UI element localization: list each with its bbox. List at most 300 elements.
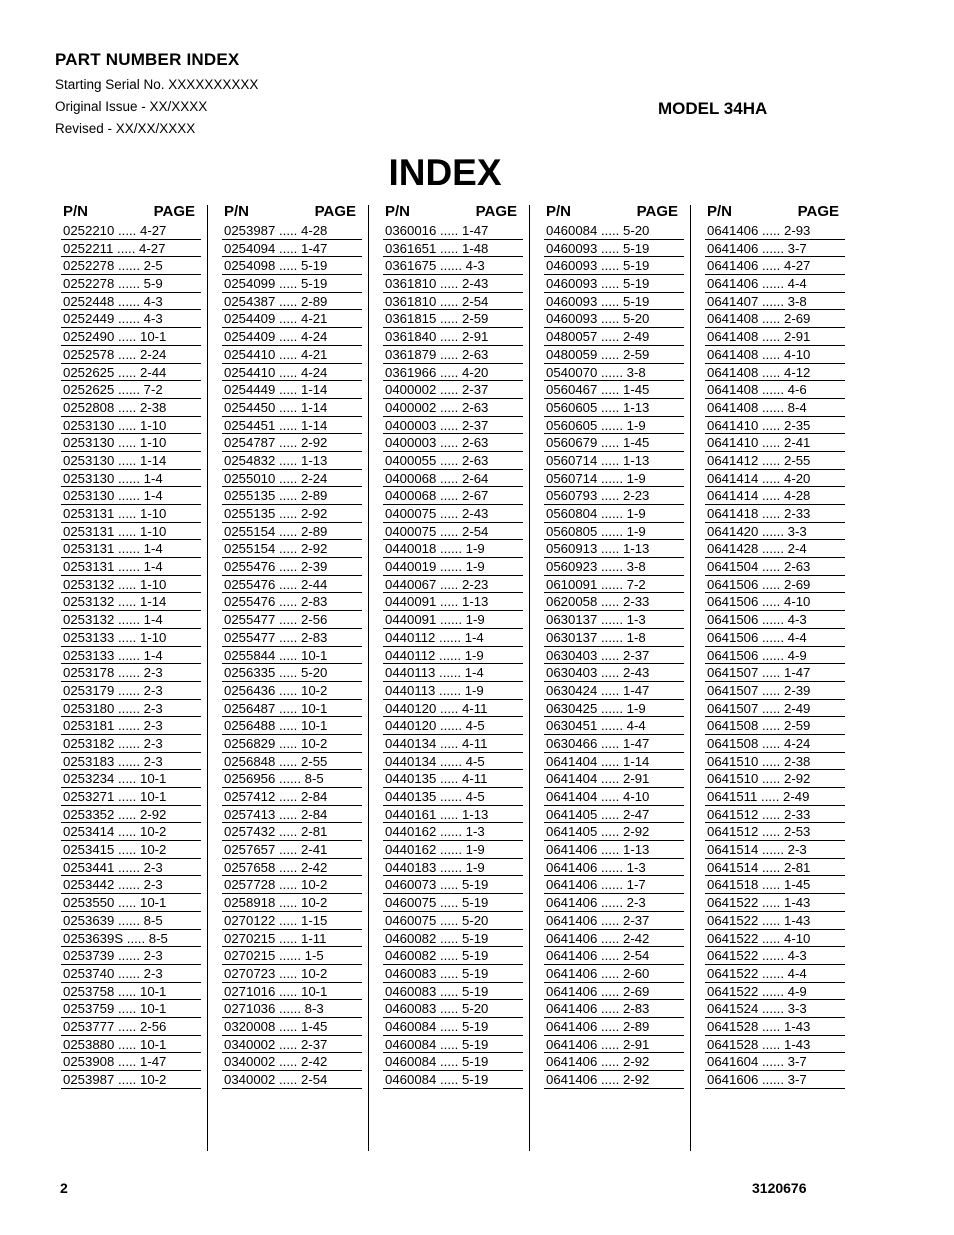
page-reference: 4-24 bbox=[301, 364, 328, 380]
page-reference: 2-3 bbox=[787, 842, 807, 858]
index-entry bbox=[383, 576, 523, 594]
dot-leader: ..... bbox=[275, 576, 301, 592]
page-reference: 1-13 bbox=[623, 541, 650, 557]
dot-leader: ..... bbox=[758, 559, 784, 575]
dot-leader: ..... bbox=[275, 1054, 301, 1070]
index-entry bbox=[383, 629, 523, 647]
part-number: 0630403 bbox=[546, 665, 598, 681]
part-number: 0257658 bbox=[224, 859, 276, 875]
index-entry bbox=[61, 558, 201, 576]
dot-leader: ..... bbox=[436, 735, 462, 751]
column-divider bbox=[529, 205, 530, 1151]
page-reference: 2-33 bbox=[623, 594, 650, 610]
page-reference: 2-92 bbox=[623, 1054, 650, 1070]
page-reference: 1-13 bbox=[462, 594, 489, 610]
index-entry bbox=[544, 876, 684, 894]
dot-leader: ...... bbox=[597, 470, 627, 486]
dot-leader: ..... bbox=[597, 258, 623, 274]
dot-leader: ..... bbox=[597, 1054, 623, 1070]
index-entry bbox=[705, 629, 845, 647]
index-entry bbox=[705, 930, 845, 948]
page-reference: 2-37 bbox=[462, 382, 489, 398]
part-number: 0641406 bbox=[546, 965, 598, 981]
dot-leader: ..... bbox=[275, 594, 301, 610]
dot-leader: ..... bbox=[275, 753, 301, 769]
dot-leader: ..... bbox=[114, 806, 140, 822]
dot-leader: ..... bbox=[758, 912, 784, 928]
part-number: 0256487 bbox=[224, 700, 276, 716]
page-reference: 1-43 bbox=[784, 912, 811, 928]
index-entry bbox=[383, 664, 523, 682]
page-reference: 2-5 bbox=[143, 258, 163, 274]
dot-leader: ..... bbox=[114, 895, 140, 911]
dot-leader: ..... bbox=[113, 240, 140, 256]
dot-leader: ...... bbox=[114, 682, 144, 698]
index-entry bbox=[222, 275, 362, 293]
dot-leader: ..... bbox=[275, 1018, 301, 1034]
page-reference: 5-19 bbox=[301, 258, 328, 274]
index-entry bbox=[383, 487, 523, 505]
dot-leader: ..... bbox=[436, 594, 462, 610]
index-entry bbox=[222, 965, 362, 983]
index-entry bbox=[61, 664, 201, 682]
part-number: 0253180 bbox=[63, 700, 115, 716]
index-entry bbox=[383, 310, 523, 328]
part-number: 0630424 bbox=[546, 682, 598, 698]
index-entry bbox=[544, 735, 684, 753]
dot-leader: ...... bbox=[114, 488, 144, 504]
dot-leader: ..... bbox=[758, 576, 784, 592]
part-number: 0257657 bbox=[224, 842, 276, 858]
page-reference: 3-7 bbox=[787, 1072, 807, 1087]
part-number: 0560714 bbox=[546, 470, 598, 486]
page-reference: 2-42 bbox=[623, 930, 650, 946]
dot-leader: ..... bbox=[436, 1054, 462, 1070]
part-number: 0641406 bbox=[707, 223, 759, 238]
part-number: 0641428 bbox=[707, 541, 759, 557]
column-header bbox=[61, 203, 201, 222]
page-reference: 1-9 bbox=[465, 612, 485, 628]
dot-leader: ..... bbox=[275, 647, 301, 663]
page-reference: 1-3 bbox=[626, 612, 646, 628]
part-number: 0460075 bbox=[385, 912, 437, 928]
index-entry bbox=[705, 275, 845, 293]
part-number: 0253908 bbox=[63, 1054, 115, 1070]
index-entry bbox=[383, 417, 523, 435]
part-number: 0540070 bbox=[546, 364, 598, 380]
dot-leader: ..... bbox=[275, 240, 301, 256]
dot-leader: ...... bbox=[114, 382, 144, 398]
index-entry bbox=[705, 593, 845, 611]
index-entry bbox=[544, 770, 684, 788]
part-number: 0641420 bbox=[707, 523, 759, 539]
index-entry bbox=[383, 540, 523, 558]
index-entry bbox=[61, 806, 201, 824]
part-number: 0253132 bbox=[63, 576, 115, 592]
part-number: 0440091 bbox=[385, 612, 437, 628]
part-number: 0620058 bbox=[546, 594, 598, 610]
part-number: 0440067 bbox=[385, 576, 437, 592]
index-entry bbox=[222, 930, 362, 948]
index-entry bbox=[544, 434, 684, 452]
dot-leader: ..... bbox=[436, 895, 462, 911]
part-number: 0270215 bbox=[224, 948, 276, 964]
page-reference: 4-11 bbox=[462, 735, 488, 751]
dot-leader: ..... bbox=[758, 488, 784, 504]
index-entry bbox=[383, 700, 523, 718]
dot-leader: ...... bbox=[114, 559, 144, 575]
page-reference: 10-1 bbox=[140, 1001, 167, 1017]
index-entry bbox=[222, 434, 362, 452]
dot-leader: ..... bbox=[114, 329, 140, 345]
dot-leader: ..... bbox=[114, 346, 140, 362]
part-number: 0400003 bbox=[385, 417, 437, 433]
dot-leader: ..... bbox=[436, 452, 462, 468]
part-number: 0460093 bbox=[546, 311, 598, 327]
index-entry bbox=[222, 1000, 362, 1018]
dot-leader: ..... bbox=[758, 594, 784, 610]
page-reference: 2-92 bbox=[784, 771, 811, 787]
page-reference: 1-4 bbox=[143, 559, 163, 575]
dot-leader: ..... bbox=[436, 382, 462, 398]
part-number: 0641406 bbox=[707, 240, 759, 256]
dot-leader: ..... bbox=[597, 789, 623, 804]
page-reference: 2-69 bbox=[784, 576, 811, 592]
index-entry bbox=[222, 912, 362, 930]
page-reference: 1-47 bbox=[623, 682, 650, 698]
dot-leader: ..... bbox=[597, 1001, 623, 1017]
dot-leader: ...... bbox=[758, 983, 788, 999]
dot-leader: ..... bbox=[275, 364, 301, 380]
page-reference: 4-4 bbox=[787, 276, 807, 292]
part-number: 0254451 bbox=[224, 417, 276, 433]
index-entry bbox=[705, 823, 845, 841]
part-number: 0253758 bbox=[63, 983, 115, 999]
part-number: 0641522 bbox=[707, 948, 759, 964]
dot-leader: ..... bbox=[114, 435, 140, 451]
dot-leader: ..... bbox=[436, 930, 462, 946]
dot-leader: ...... bbox=[114, 293, 144, 309]
part-number: 0253740 bbox=[63, 965, 115, 981]
page-reference: 10-1 bbox=[140, 329, 167, 345]
page-reference: 1-13 bbox=[623, 842, 650, 858]
index-entry bbox=[222, 399, 362, 417]
dot-leader: ...... bbox=[114, 612, 144, 628]
page-reference: 2-24 bbox=[301, 470, 328, 486]
index-entry bbox=[61, 487, 201, 505]
index-entry bbox=[544, 965, 684, 983]
dot-leader: ..... bbox=[436, 806, 462, 822]
part-number: 0253739 bbox=[63, 948, 115, 964]
page-reference: 5-19 bbox=[623, 240, 650, 256]
dot-leader: ..... bbox=[597, 948, 623, 964]
dot-leader: ..... bbox=[275, 912, 301, 928]
index-entry bbox=[222, 505, 362, 523]
index-entry bbox=[705, 470, 845, 488]
document-number: 3120676 bbox=[752, 1180, 807, 1196]
index-entry bbox=[383, 346, 523, 364]
index-entry bbox=[544, 700, 684, 718]
part-number: 0253178 bbox=[63, 665, 115, 681]
page-reference: 10-2 bbox=[140, 824, 167, 840]
part-number: 0361879 bbox=[385, 346, 437, 362]
dot-leader: ..... bbox=[758, 895, 784, 911]
dot-leader: ...... bbox=[758, 240, 788, 256]
page-reference: 1-4 bbox=[143, 470, 163, 486]
dot-leader: ..... bbox=[597, 240, 623, 256]
part-number: 0641404 bbox=[546, 771, 598, 787]
index-entry bbox=[544, 452, 684, 470]
dot-leader: ..... bbox=[436, 346, 462, 362]
part-number: 0641408 bbox=[707, 311, 759, 327]
part-number: 0460084 bbox=[385, 1036, 437, 1052]
part-number: 0440113 bbox=[385, 665, 436, 681]
part-number: 0641511 bbox=[707, 789, 758, 804]
index-entry bbox=[222, 240, 362, 258]
index-entry bbox=[705, 983, 845, 1001]
dot-leader: ..... bbox=[114, 594, 140, 610]
dot-leader: ..... bbox=[597, 399, 623, 415]
part-number: 0253131 bbox=[63, 559, 115, 575]
index-entry bbox=[383, 912, 523, 930]
page-reference: 10-2 bbox=[140, 1072, 167, 1087]
page-reference: 4-20 bbox=[784, 470, 811, 486]
page-reference: 1-14 bbox=[623, 753, 650, 769]
part-number: 0340002 bbox=[224, 1036, 276, 1052]
index-entry bbox=[705, 240, 845, 258]
dot-leader: ..... bbox=[275, 541, 301, 557]
index-entry bbox=[61, 930, 201, 948]
index-entry bbox=[705, 682, 845, 700]
page-reference: 5-19 bbox=[462, 1072, 489, 1087]
page-reference: 10-1 bbox=[140, 895, 167, 911]
part-number: 0440183 bbox=[385, 859, 437, 875]
page-reference: 2-23 bbox=[623, 488, 650, 504]
part-number: 0641524 bbox=[707, 1001, 759, 1017]
dot-leader: ...... bbox=[597, 506, 627, 521]
index-entry bbox=[383, 717, 523, 735]
index-entry bbox=[61, 310, 201, 328]
part-number: 0253130 bbox=[63, 488, 115, 504]
part-number: 0255844 bbox=[224, 647, 276, 663]
dot-leader: ..... bbox=[597, 735, 623, 751]
index-entry bbox=[544, 399, 684, 417]
part-number: 0254832 bbox=[224, 452, 276, 468]
dot-leader: ..... bbox=[436, 435, 462, 451]
part-number: 0641508 bbox=[707, 718, 759, 734]
index-entry bbox=[61, 700, 201, 718]
dot-leader: ...... bbox=[114, 965, 144, 981]
part-number: 0641606 bbox=[707, 1072, 759, 1087]
dot-leader: ..... bbox=[758, 753, 784, 769]
index-entry bbox=[705, 434, 845, 452]
page-reference: 4-11 bbox=[462, 771, 488, 787]
index-entry bbox=[544, 364, 684, 382]
page-reference: 2-55 bbox=[784, 452, 811, 468]
index-entry bbox=[383, 470, 523, 488]
dot-leader: ..... bbox=[275, 276, 301, 292]
page-reference: 1-14 bbox=[140, 452, 167, 468]
dot-leader: ..... bbox=[597, 346, 623, 362]
part-number: 0641418 bbox=[707, 506, 759, 521]
part-number: 0252211 bbox=[63, 240, 114, 256]
part-number: 0400075 bbox=[385, 523, 437, 539]
part-number: 0270122 bbox=[224, 912, 276, 928]
part-number: 0440162 bbox=[385, 842, 437, 858]
dot-leader: ...... bbox=[597, 559, 627, 575]
dot-leader: ..... bbox=[436, 223, 462, 238]
dot-leader: ...... bbox=[114, 470, 144, 486]
dot-leader: ..... bbox=[275, 700, 301, 716]
column-header bbox=[222, 203, 362, 222]
index-header-title: PART NUMBER INDEX bbox=[55, 50, 240, 69]
page-reference: 1-13 bbox=[623, 452, 650, 468]
dot-leader: ...... bbox=[114, 735, 144, 751]
page-reference: 4-27 bbox=[784, 258, 811, 274]
part-number: 0560467 bbox=[546, 382, 598, 398]
page-reference: 4-27 bbox=[139, 240, 166, 256]
index-entry bbox=[544, 275, 684, 293]
index-entry bbox=[544, 823, 684, 841]
part-number: 0400068 bbox=[385, 488, 437, 504]
index-entry bbox=[383, 965, 523, 983]
page-reference: 3-8 bbox=[626, 364, 646, 380]
part-number: 0340002 bbox=[224, 1072, 276, 1087]
part-number: 0641406 bbox=[546, 877, 598, 893]
dot-leader: ..... bbox=[758, 346, 784, 362]
page-reference: 2-3 bbox=[143, 877, 163, 893]
index-entry bbox=[222, 222, 362, 240]
dot-leader: ..... bbox=[597, 824, 623, 840]
page-reference: 5-19 bbox=[462, 895, 489, 911]
part-number: 0630466 bbox=[546, 735, 598, 751]
dot-leader: ...... bbox=[275, 771, 305, 787]
dot-leader: ..... bbox=[275, 842, 301, 858]
part-number: 0440113 bbox=[385, 682, 436, 698]
part-number: 0641410 bbox=[707, 435, 759, 451]
part-number: 0440135 bbox=[385, 771, 437, 787]
index-entry bbox=[61, 735, 201, 753]
part-number: 0254450 bbox=[224, 399, 276, 415]
page-reference: 4-28 bbox=[784, 488, 811, 504]
page-reference: 5-20 bbox=[623, 311, 650, 327]
page-reference: 10-2 bbox=[301, 895, 328, 911]
dot-leader: ..... bbox=[275, 559, 301, 575]
part-number: 0256436 bbox=[224, 682, 276, 698]
part-number: 0480057 bbox=[546, 329, 598, 345]
dot-leader: ...... bbox=[435, 682, 465, 698]
part-number: 0460083 bbox=[385, 965, 437, 981]
page-reference: 4-12 bbox=[784, 364, 811, 380]
part-number: 0253352 bbox=[63, 806, 115, 822]
index-entry bbox=[544, 1053, 684, 1071]
page-reference: 10-2 bbox=[140, 842, 167, 858]
page-reference: 2-55 bbox=[301, 753, 328, 769]
part-number: 0253133 bbox=[63, 629, 115, 645]
dot-leader: ..... bbox=[758, 364, 784, 380]
page-reference: 2-59 bbox=[462, 311, 489, 327]
index-entry bbox=[705, 912, 845, 930]
dot-leader: ..... bbox=[275, 506, 301, 521]
part-number: 0340002 bbox=[224, 1054, 276, 1070]
part-number: 0400002 bbox=[385, 382, 437, 398]
dot-leader: ...... bbox=[436, 612, 466, 628]
page-reference: 10-2 bbox=[301, 965, 328, 981]
dot-leader: ..... bbox=[275, 523, 301, 539]
page-reference: 3-3 bbox=[787, 1001, 807, 1017]
part-number: 0320008 bbox=[224, 1018, 276, 1034]
index-entry bbox=[383, 1018, 523, 1036]
part-number: 0253132 bbox=[63, 612, 115, 628]
dot-leader: ...... bbox=[436, 718, 466, 734]
page-number: 2 bbox=[60, 1180, 68, 1196]
part-number: 0255135 bbox=[224, 488, 276, 504]
part-number: 0630451 bbox=[546, 718, 598, 734]
index-entry bbox=[383, 788, 523, 806]
dot-leader: ..... bbox=[436, 506, 462, 521]
part-number: 0641405 bbox=[546, 824, 598, 840]
page-reference: 2-3 bbox=[143, 665, 163, 681]
dot-leader: ..... bbox=[275, 895, 301, 911]
dot-leader: ...... bbox=[758, 965, 788, 981]
part-number: 0641408 bbox=[707, 329, 759, 345]
page-reference: 5-20 bbox=[301, 665, 328, 681]
index-entry bbox=[61, 434, 201, 452]
page-reference: 2-39 bbox=[301, 559, 328, 575]
part-number: 0641405 bbox=[546, 806, 598, 822]
page-header: PAGE bbox=[475, 203, 517, 220]
dot-leader: ..... bbox=[436, 912, 462, 928]
dot-leader: ...... bbox=[436, 541, 466, 557]
part-number: 0460073 bbox=[385, 877, 437, 893]
index-entry bbox=[383, 930, 523, 948]
part-number: 0440112 bbox=[385, 647, 436, 663]
dot-leader: ..... bbox=[275, 877, 301, 893]
part-number: 0271016 bbox=[224, 983, 276, 999]
page-reference: 4-28 bbox=[301, 223, 328, 238]
part-number: 0254409 bbox=[224, 311, 276, 327]
page-reference: 2-64 bbox=[462, 470, 489, 486]
index-entry bbox=[705, 558, 845, 576]
index-entry bbox=[383, 558, 523, 576]
dot-leader: ..... bbox=[114, 983, 140, 999]
index-entry bbox=[705, 257, 845, 275]
index-entry bbox=[705, 753, 845, 771]
page-reference: 10-2 bbox=[301, 682, 328, 698]
part-number: 0641522 bbox=[707, 983, 759, 999]
part-number: 0641506 bbox=[707, 576, 759, 592]
page-reference: 2-91 bbox=[784, 329, 811, 345]
dot-leader: ..... bbox=[436, 240, 462, 256]
dot-leader: ...... bbox=[758, 541, 788, 557]
dot-leader: ..... bbox=[436, 488, 462, 504]
part-number: 0440120 bbox=[385, 700, 437, 716]
page-reference: 3-7 bbox=[787, 240, 807, 256]
index-entry bbox=[705, 894, 845, 912]
index-entry bbox=[705, 1071, 845, 1089]
dot-leader: ..... bbox=[436, 965, 462, 981]
page-reference: 1-13 bbox=[301, 452, 328, 468]
dot-leader: ..... bbox=[758, 718, 784, 734]
index-entry bbox=[383, 222, 523, 240]
index-entry bbox=[544, 487, 684, 505]
dot-leader: ..... bbox=[597, 665, 623, 681]
index-entry bbox=[222, 629, 362, 647]
page-reference: 2-35 bbox=[784, 417, 811, 433]
index-entry bbox=[61, 576, 201, 594]
page-reference: 2-4 bbox=[787, 541, 807, 557]
index-entry bbox=[544, 611, 684, 629]
